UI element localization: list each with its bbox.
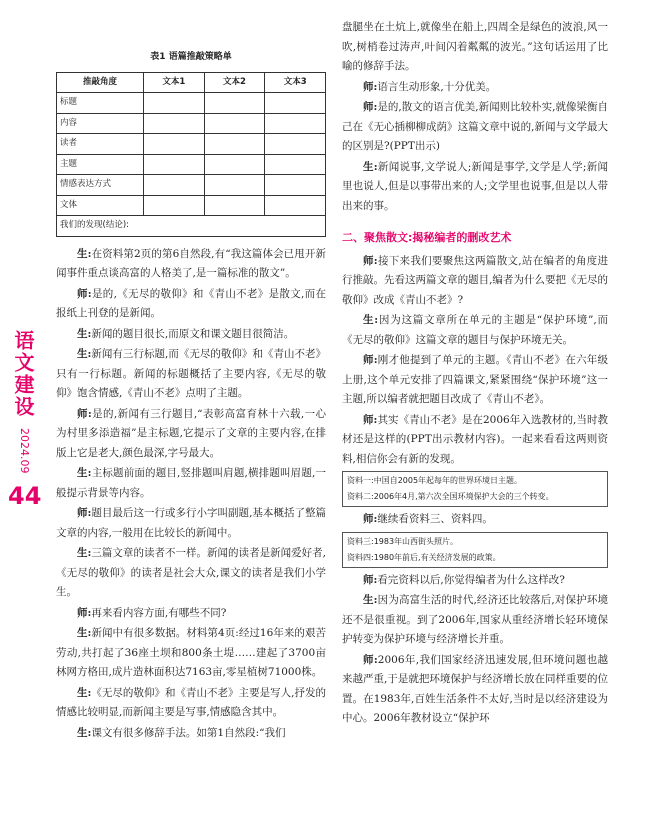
table-cell [144, 175, 205, 196]
speaker-label: 生: [77, 348, 92, 360]
table-cell [204, 93, 265, 114]
table-cell [144, 134, 205, 155]
dialogue-text: 三篇文章的读者不一样。新闻的读者是新闻爱好者,《无尽的敬仰》的读者是社会大众,课文的读者是我们小学生。 [56, 547, 326, 598]
journal-title: 语文建设 [11, 330, 35, 418]
dialogue-text: 《无尽的敬仰》和《青山不老》主要是写人,抒发的情感比较明显,而新闻主要是写事,情感隐含其中。 [56, 686, 326, 718]
speaker-label: 生: [77, 547, 92, 559]
speaker-label: 师: [77, 407, 92, 420]
material-box-two [342, 532, 608, 568]
dialogue-paragraph [56, 624, 326, 683]
dialogue-text: 其实《青山不老》是在2006年入选教材的,当时教材还是这样的(PPT出示教材内容)。一起来看看这两则资料,相信你会有新的发现。 [342, 413, 608, 465]
speaker-label: 生: [363, 594, 378, 606]
dialogue-text: 在资料第2页的第6自然段,有“我这篇体会已甩开新闻事件重点谈高富的人格美了,是一篇标准的散文”。 [56, 247, 326, 279]
speaker-label: 生: [77, 726, 92, 739]
dialogue-text: 主标题前面的题目,竖排题叫肩题,横排题叫眉题,一般提示背景等内容。 [56, 467, 326, 499]
dialogue-text: 接下来我们要聚焦这两篇散文,站在编者的角度进行推敲。先看这两篇文章的题目,编者为什么要把《无尽的敬仰》改成《青山不老》? [342, 254, 608, 306]
speaker-label: 师: [363, 413, 378, 426]
speaker-label: 生: [77, 247, 92, 260]
dialogue-paragraph [56, 724, 326, 744]
table-row-label: 文体 [57, 195, 144, 216]
dialogue-paragraph [56, 604, 326, 624]
dialogue-text: 新闻说事,文学说人;新闻是事学,文学是人学;新闻里也说人,但是以事带出来的人;文学里也说事,但是以人带出来的事。 [342, 160, 608, 212]
dialogue-text: 因为高富生活的时代,经济还比较落后,对保护环境还不是很重视。到了2006年,国家从重经济增长轻环境保护转变为保护环境与经济增长并重。 [342, 594, 608, 645]
dialogue-paragraph [342, 252, 608, 311]
right-dialogue-bottom [342, 252, 608, 470]
table-row [57, 154, 326, 175]
material-item: 资料一:中国自2005年起每年的世界环境日主题。 [347, 476, 523, 485]
table-row [57, 93, 326, 114]
section-heading: 二、聚焦散文:揭秘编者的删改艺术 [342, 231, 512, 244]
table-row [57, 113, 326, 134]
speaker-label: 师: [363, 573, 378, 586]
dialogue-text: 题目最后这一行或多行小字叫副题,基本概括了整篇文章的内容,一般用在比较长的新闻中。 [56, 507, 326, 539]
table-title: 表1 语篇推敲策略单 [150, 52, 232, 62]
table-row [57, 175, 326, 196]
speaker-label: 师: [77, 287, 92, 300]
dialogue-text: 继续看资料三、资料四。 [377, 513, 493, 525]
dialogue-paragraph [56, 345, 326, 404]
table-cell [265, 154, 326, 175]
dialogue-paragraph [342, 651, 608, 729]
material-item: 资料二:2006年4月,第六次全国环境保护大会的三个转变。 [347, 492, 554, 501]
dialogue-text: 2006年,我们国家经济迅速发展,但环境问题也越来越严重,于是就把环境保护与经济增长放在同样重要的位置。在1983年,百姓生活条件不太好,当时是以经济建设为中心。2006年教材设立“保护环 [342, 653, 608, 724]
material-item: 资料三:1983年山西街头照片。 [347, 536, 459, 546]
table-row-label: 主题 [57, 154, 144, 175]
issue-date: 2024.09 [18, 428, 31, 474]
left-column [56, 48, 326, 744]
speaker-label: 生: [363, 314, 379, 326]
table-cell [204, 113, 265, 134]
speaker-label: 师: [363, 101, 378, 113]
table-row-label: 标题 [57, 93, 144, 114]
dialogue-paragraph [342, 18, 608, 77]
dialogue-paragraph [342, 411, 608, 470]
right-dialogue-top [342, 18, 608, 216]
dialogue-paragraph [56, 325, 326, 345]
table-header-cell: 文本2 [204, 72, 265, 93]
dialogue-paragraph [56, 245, 326, 284]
dialogue-text: 因为这篇文章所在单元的主题是“保护环境”,而《无尽的敬仰》这篇文章的题目与保护环境无关。 [342, 314, 608, 346]
table-cell [265, 134, 326, 155]
dialogue-paragraph [342, 571, 608, 591]
dialogue-text: 盘腿坐在土炕上,就像坐在船上,四周全是绿色的波浪,风一吹,树梢卷过涛声,叶间闪着粼粼的波光。”这句话运用了比喻的修辞手法。 [342, 21, 608, 72]
table-cell [144, 195, 205, 216]
table-cell [265, 195, 326, 216]
dialogue-text: 刚才他提到了单元的主题。《青山不老》在六年级上册,这个单元安排了四篇课文,紧紧围绕“保护环境”这一主题,所以编者就把题目改成了《青山不老》。 [342, 354, 608, 405]
table-header-cell: 文本3 [265, 72, 326, 93]
dialogue-text: 新闻的题目很长,而原文和课文题目很简洁。 [91, 327, 295, 340]
speaker-label: 师: [77, 606, 92, 619]
speaker-label: 生: [77, 686, 92, 699]
dialogue-text: 再来看内容方面,有哪些不同? [91, 606, 227, 619]
strategy-table [56, 72, 326, 237]
table-cell [204, 134, 265, 155]
speaker-label: 生: [363, 160, 378, 173]
dialogue-paragraph [56, 504, 326, 543]
dialogue-text: 新闻有三行标题,而《无尽的敬仰》和《青山不老》只有一行标题。新闻的标题概括了主要内容,《无尽的敬仰》饱含情感,《青山不老》点明了主题。 [56, 348, 326, 399]
speaker-label: 师: [363, 653, 378, 666]
table-cell [144, 154, 205, 175]
table-cell [265, 93, 326, 114]
dialogue-text: 语言生动形象,十分优美。 [377, 80, 497, 93]
dialogue-paragraph [342, 311, 608, 350]
dialogue-text: 课文有很多修辞手法。如第1自然段:“我们 [91, 726, 286, 739]
sidebar [4, 330, 44, 510]
table-row-label: 读者 [57, 134, 144, 155]
dialogue-paragraph [342, 351, 608, 410]
table-cell [265, 113, 326, 134]
table-header-cell: 文本1 [144, 72, 205, 93]
dialogue-paragraph [342, 78, 608, 98]
dialogue-paragraph [56, 405, 326, 464]
dialogue-paragraph [56, 544, 326, 603]
table-footer-row [57, 216, 326, 237]
material-box-one [342, 471, 608, 507]
dialogue-paragraph [56, 464, 326, 503]
dialogue-text: 是的,散文的语言优美,新闻则比较朴实,就像梁衡自己在《无心插柳柳成荫》这篇文章中说的,新闻与文学最大的区别是?(PPT出示) [342, 101, 608, 152]
dialogue-paragraph [342, 98, 608, 157]
dialogue-paragraph [56, 684, 326, 723]
table-row-label: 内容 [57, 113, 144, 134]
table-cell [204, 154, 265, 175]
table-cell [204, 175, 265, 196]
table-header-row [57, 72, 326, 93]
left-dialogue [56, 245, 326, 744]
table-cell [144, 93, 205, 114]
discovery-label: 我们的发现(结论): [57, 216, 326, 237]
speaker-label: 师: [363, 254, 378, 267]
speaker-label: 生: [77, 467, 92, 479]
right-dialogue-end [342, 571, 608, 729]
speaker-label: 生: [77, 327, 92, 340]
dialogue-paragraph [342, 510, 608, 530]
speaker-label: 师: [363, 354, 378, 366]
table-row [57, 134, 326, 155]
page-number: 44 [8, 481, 42, 510]
table-cell [265, 175, 326, 196]
speaker-label: 生: [77, 627, 92, 639]
speaker-label: 师: [363, 513, 378, 525]
dialogue-paragraph [56, 285, 326, 324]
right-column [342, 18, 608, 730]
dialogue-text: 看完资料以后,你觉得编者为什么这样改? [377, 573, 565, 586]
dialogue-text: 新闻中有很多数据。材料第4页:经过16年来的艰苦劳动,共打起了36座土坝和800条土堤……建起了3700亩林网方格田,成片造林面积达7163亩,零星植树71000株。 [56, 627, 326, 678]
table-cell [204, 195, 265, 216]
table-row-label: 情感表达方式 [57, 175, 144, 196]
table-header-cell: 推敲角度 [57, 72, 144, 93]
table-cell [144, 113, 205, 134]
dialogue-paragraph [342, 591, 608, 650]
speaker-label: 师: [363, 80, 378, 93]
dialogue-paragraph [342, 158, 608, 217]
table-row [57, 195, 326, 216]
dialogue-text: 是的,新闻有三行题目,“表彰高富育林十六载,一心为村里多添造福”是主标题,它提示了文章的主要内容,在排版上它是老大,颜色最深,字号最大。 [56, 407, 326, 459]
dialogue-text: 是的,《无尽的敬仰》和《青山不老》是散文,而在报纸上刊登的是新闻。 [56, 287, 326, 319]
material-item: 资料四:1980年前后,有关经济发展的政策。 [347, 552, 501, 562]
speaker-label: 师: [77, 507, 92, 519]
